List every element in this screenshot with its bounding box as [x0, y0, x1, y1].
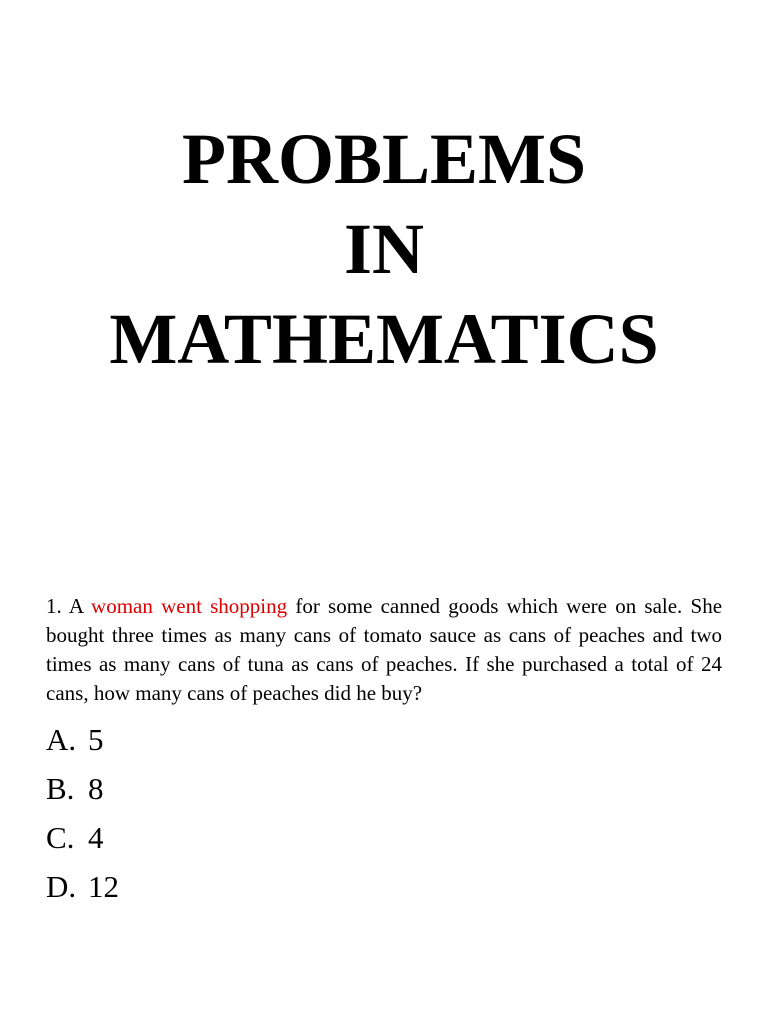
question-number: 1. — [46, 594, 62, 618]
question-text — [46, 592, 722, 708]
option-value: 8 — [88, 771, 104, 806]
option-a — [46, 715, 119, 764]
question-body: for some canned goods which were on sale. She bought three times as many cans of tomato sauce as cans of peaches and two times as many cans of tuna as cans of peaches. If she purchased a total of 24 cans, how many cans of peaches did he buy? — [46, 594, 723, 705]
option-letter: B. — [46, 771, 75, 806]
title-line-3: MATHEMATICS — [109, 299, 659, 379]
option-letter: A. — [46, 722, 77, 757]
title-line-1: PROBLEMS — [181, 119, 587, 199]
option-c — [46, 813, 119, 862]
title-line-2: IN — [343, 209, 424, 289]
option-value: 5 — [88, 722, 104, 757]
answer-options — [46, 715, 119, 911]
page-title — [0, 114, 768, 384]
option-letter: D. — [46, 869, 77, 904]
highlighted-phrase: woman went shopping — [91, 594, 288, 618]
option-value: 12 — [88, 869, 119, 904]
option-letter: C. — [46, 820, 75, 855]
question-prefix: A — [68, 594, 83, 618]
option-d — [46, 862, 119, 911]
option-b — [46, 764, 119, 813]
option-value: 4 — [88, 820, 104, 855]
